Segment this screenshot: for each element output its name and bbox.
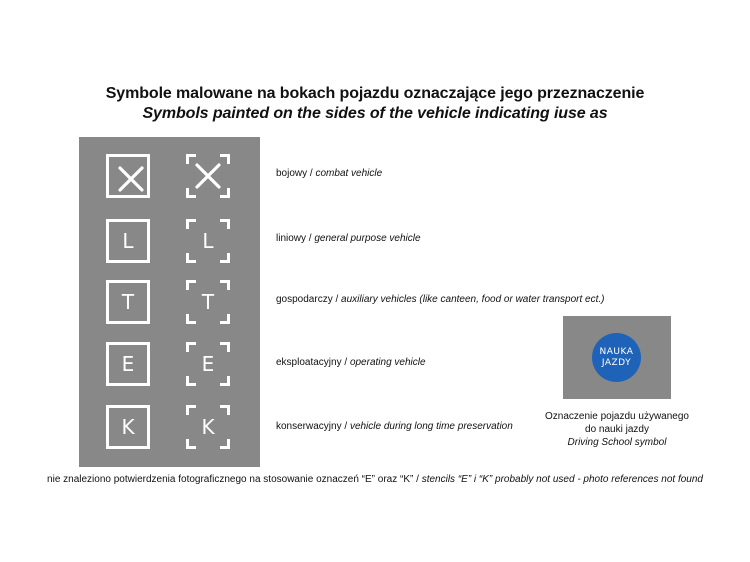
broken-stencil-x bbox=[186, 154, 230, 198]
stencil-letter: T bbox=[201, 290, 215, 314]
broken-stencil-t bbox=[186, 280, 230, 324]
broken-frame-x-icon bbox=[186, 154, 230, 198]
label-auxiliary bbox=[276, 294, 605, 306]
symbols-panel bbox=[79, 137, 260, 467]
label-pl: liniowy bbox=[276, 233, 307, 244]
solid-stencil-l bbox=[106, 219, 150, 263]
driving-school-panel bbox=[563, 316, 671, 399]
footnote bbox=[0, 474, 750, 486]
label-combat bbox=[276, 168, 382, 180]
title-english: Symbols painted on the sides of the vehicle indicating iuse as bbox=[142, 105, 608, 122]
label-separator: / bbox=[306, 233, 315, 244]
footnote-separator: / bbox=[413, 474, 422, 485]
badge-line-2: JAZDY bbox=[601, 357, 632, 368]
footnote-en: stencils “E” i “K” probably not used - photo references not found bbox=[421, 474, 703, 485]
broken-stencil-e bbox=[186, 342, 230, 386]
label-separator: / bbox=[341, 357, 350, 368]
label-en: general purpose vehicle bbox=[314, 233, 421, 244]
footnote-pl: nie znaleziono potwierdzenia fotograficznego na stosowanie oznaczeń “E” oraz “K” bbox=[47, 474, 414, 485]
label-general-purpose bbox=[276, 233, 421, 245]
title-block bbox=[0, 84, 750, 124]
broken-stencil-l bbox=[186, 219, 230, 263]
solid-stencil-e bbox=[106, 342, 150, 386]
driving-school-caption bbox=[530, 410, 704, 449]
broken-stencil-k bbox=[186, 405, 230, 449]
solid-stencil-k bbox=[106, 405, 150, 449]
driving-school-badge bbox=[592, 333, 641, 382]
label-en: operating vehicle bbox=[349, 357, 426, 368]
stencil-letter: L bbox=[202, 229, 214, 253]
stencil-letter: K bbox=[121, 415, 135, 439]
label-pl: konserwacyjny bbox=[276, 421, 342, 432]
label-pl: gospodarczy bbox=[276, 294, 333, 305]
solid-stencil-x bbox=[106, 154, 150, 198]
solid-stencil-t bbox=[106, 280, 150, 324]
label-pl: bojowy bbox=[276, 168, 308, 179]
stencil-letter: L bbox=[122, 229, 134, 253]
label-pl: eksploatacyjny bbox=[276, 357, 342, 368]
stencil-letter: T bbox=[121, 290, 135, 314]
label-operating bbox=[276, 357, 426, 369]
stencil-letter: K bbox=[201, 415, 215, 439]
x-cross-icon bbox=[109, 157, 153, 201]
badge-line-1: NAUKA bbox=[599, 346, 634, 357]
caption-en: Driving School symbol bbox=[567, 437, 667, 448]
label-en: auxiliary vehicles (like canteen, food or water transport ect.) bbox=[341, 294, 605, 305]
label-separator: / bbox=[332, 294, 342, 305]
label-en: vehicle during long time preservation bbox=[349, 421, 513, 432]
caption-pl-line-1: Oznaczenie pojazdu używanego bbox=[545, 411, 689, 422]
stencil-letter: E bbox=[201, 352, 215, 376]
label-preservation bbox=[276, 421, 513, 433]
label-separator: / bbox=[341, 421, 350, 432]
caption-pl-line-2: do nauki jazdy bbox=[585, 424, 649, 435]
label-en: combat vehicle bbox=[315, 168, 383, 179]
label-separator: / bbox=[307, 168, 316, 179]
title-polish: Symbole malowane na bokach pojazdu oznaczające jego przeznaczenie bbox=[105, 85, 645, 102]
stencil-letter: E bbox=[121, 352, 135, 376]
